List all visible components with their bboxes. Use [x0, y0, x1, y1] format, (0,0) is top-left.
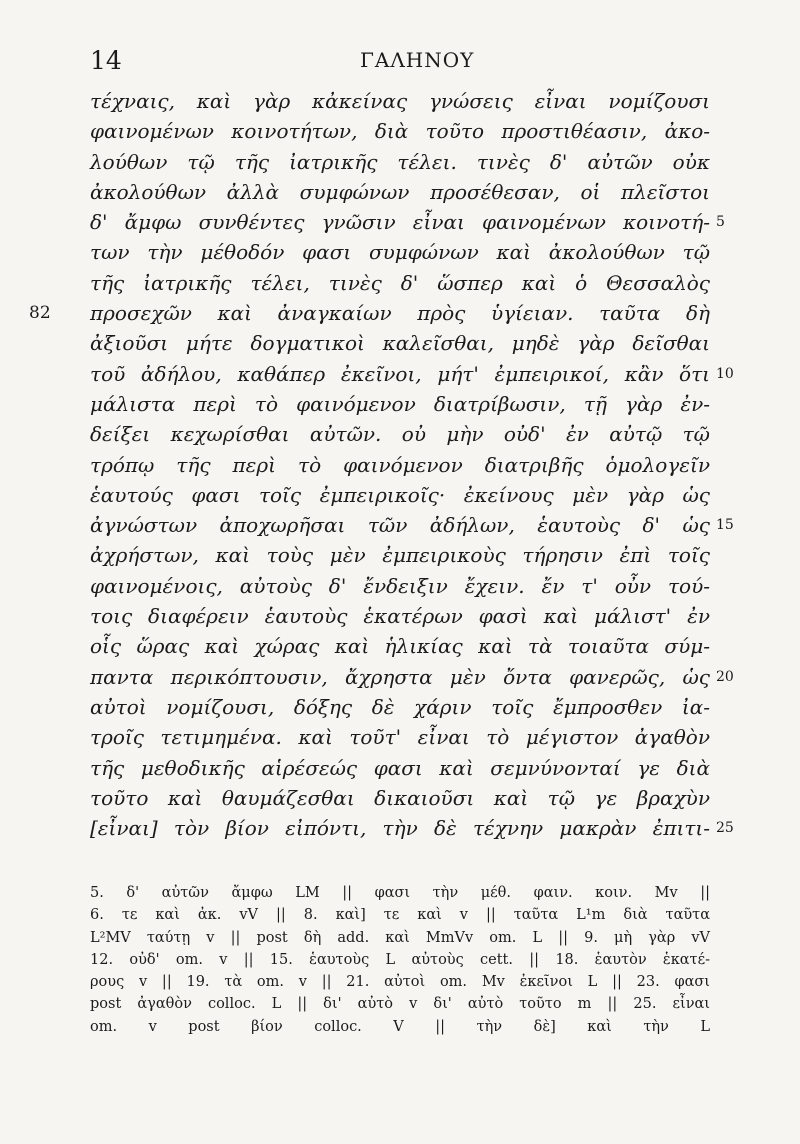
text-line-content: δ' ἄμφω συνθέντες γνῶσιν εἶναι φαινομένων κοινοτή- — [90, 210, 710, 235]
text-line-content: τοῦτο καὶ θαυμάζεσθαι δικαιοῦσι καὶ τῷ γε βραχὺν — [90, 785, 710, 810]
text-line — [90, 389, 710, 419]
text-line — [90, 540, 710, 570]
text-line-content: προσεχῶν καὶ ἀναγκαίων πρὸς ὑγίειαν. ταῦτα δὴ — [90, 301, 710, 326]
apparatus-line: ρους v || 19. τὰ om. v || 21. αὐτοὶ om. Mv ἐκεῖνοι L || 23. φασι — [90, 974, 710, 991]
marginal-page-reference: 82 — [29, 303, 51, 324]
text-line-content: ἀξιοῦσι μήτε δογματικοὶ καλεῖσθαι, μηδὲ γὰρ δεῖσθαι — [90, 331, 710, 356]
text-line — [90, 510, 734, 540]
main-text — [29, 86, 734, 843]
text-line-content: οἷς ὥρας καὶ χώρας καὶ ἡλικίας καὶ τὰ τοιαῦτα σύμ- — [90, 634, 710, 659]
text-line-content: μάλιστα περὶ τὸ φαινόμενον διατρίβωσιν, τῇ γὰρ ἐν- — [90, 391, 710, 416]
critical-apparatus — [90, 882, 710, 1038]
text-line-content: τέχναις, καὶ γὰρ κἀκείνας γνώσεις εἶναι νομίζουσι — [90, 89, 710, 113]
text-line — [90, 631, 710, 661]
text-line-content: τῆς ἰατρικῆς τέλει, τινὲς δ' ὥσπερ καὶ ὁ Θεσσαλὸς — [90, 270, 710, 295]
line-number: 25 — [716, 820, 734, 837]
apparatus-line: 5. δ' αὐτῶν ἄμφω LM || φασι τὴν μέθ. φαιν. κοιν. Mv || — [90, 885, 710, 901]
text-line — [90, 692, 710, 722]
text-line — [90, 237, 710, 267]
text-line — [90, 359, 734, 389]
text-line — [90, 813, 734, 843]
text-line — [90, 147, 710, 177]
text-line-content: ἀκολούθων ἀλλὰ συμφώνων προσέθεσαν, οἱ πλεῖστοι — [90, 179, 710, 204]
text-line-content: τρόπῳ τῆς περὶ τὸ φαινόμενον διατριβῆς ὁμολογεῖν — [90, 452, 710, 477]
text-line-content: ἑαυτούς φασι τοῖς ἐμπειρικοῖς· ἐκείνους μὲν γὰρ ὡς — [90, 482, 710, 507]
text-line-content: τοις διαφέρειν ἑαυτοὺς ἑκατέρων φασὶ καὶ μάλιστ' ἐν — [90, 604, 710, 629]
text-line — [90, 662, 734, 692]
text-line-content: [εἶναι] τὸν βίον εἰπόντι, τὴν δὲ τέχνην μακρὰν ἐπιτι- — [90, 816, 710, 841]
text-line — [90, 450, 710, 480]
line-number: 15 — [716, 517, 734, 534]
text-line — [90, 480, 710, 510]
line-number: 10 — [716, 365, 734, 382]
apparatus-line: 6. τε καὶ ἀκ. vV || 8. καὶ] τε καὶ v || ταῦτα L¹m διὰ ταῦτα — [90, 907, 710, 924]
text-line — [90, 116, 710, 146]
text-line — [90, 783, 710, 813]
apparatus-line: om. v post βίον colloc. V || τὴν δὲ] καὶ τὴν L — [90, 1018, 710, 1035]
page-number: 14 — [90, 46, 122, 75]
text-line-content: λούθων τῷ τῆς ἰατρικῆς τέλει. τινὲς δ' αὐτῶν οὐκ — [90, 149, 710, 174]
line-number: 5 — [716, 214, 725, 231]
apparatus-line: post ἀγαθὸν colloc. L || δι' αὐτὸ v δι' αὐτὸ τοῦτο m || 25. εἶναι — [90, 996, 710, 1013]
text-line — [90, 571, 710, 601]
text-line-content: τῆς μεθοδικῆς αἱρέσεώς φασι καὶ σεμνύνονταί γε διὰ — [90, 755, 710, 780]
text-line — [90, 328, 710, 358]
apparatus-line: 12. οὐδ' om. v || 15. ἑαυτοὺς L αὐτοὺς cett. || 18. ἑαυτὸν ἑκατέ- — [90, 951, 710, 968]
text-line — [90, 419, 710, 449]
text-line — [90, 177, 710, 207]
text-line — [29, 298, 710, 328]
text-line-content: των τὴν μέθοδόν φασι συμφώνων καὶ ἀκολούθων τῷ — [90, 240, 710, 265]
text-line-content: αὐτοὶ νομίζουσι, δόξης δὲ χάριν τοῖς ἔμπροσθεν ἰα- — [90, 694, 710, 719]
text-line-content: φαινομένων κοινοτήτων, διὰ τοῦτο προστιθέασιν, ἀκο- — [90, 119, 710, 144]
text-line — [90, 601, 710, 631]
text-line — [90, 86, 710, 116]
text-line-content: τοῦ ἀδήλου, καθάπερ ἐκεῖνοι, μήτ' ἐμπειρικοί, κἂν ὅτι — [90, 361, 710, 386]
text-line — [90, 207, 725, 237]
running-head: ΓΑΛΗΝΟΥ — [360, 48, 475, 72]
text-line-content: παντα περικόπτουσιν, ἄχρηστα μὲν ὄντα φανερῶς, ὡς — [90, 664, 710, 689]
text-line-content: φαινομένοις, αὐτοὺς δ' ἔνδειξιν ἔχειν. ἔν τ' οὖν τού- — [90, 573, 710, 598]
text-line-content: δείξει κεχωρίσθαι αὐτῶν. οὐ μὴν οὐδ' ἐν αὐτῷ τῷ — [90, 422, 710, 447]
text-line-content: τροῖς τετιμημένα. καὶ τοῦτ' εἶναι τὸ μέγιστον ἀγαθὸν — [90, 725, 710, 750]
text-line — [90, 753, 710, 783]
text-line — [90, 268, 710, 298]
text-line — [90, 722, 710, 752]
page-header — [90, 46, 720, 76]
line-number: 20 — [716, 668, 734, 685]
apparatus-line: L²MV ταύτῃ v || post δὴ add. καὶ MmVv om. L || 9. μὴ γὰρ vV — [90, 929, 710, 946]
text-line-content: ἀχρήστων, καὶ τοὺς μὲν ἐμπειρικοὺς τήρησιν ἐπὶ τοῖς — [90, 543, 710, 568]
text-line-content: ἀγνώστων ἀποχωρῆσαι τῶν ἀδήλων, ἑαυτοὺς δ' ὡς — [90, 513, 710, 538]
